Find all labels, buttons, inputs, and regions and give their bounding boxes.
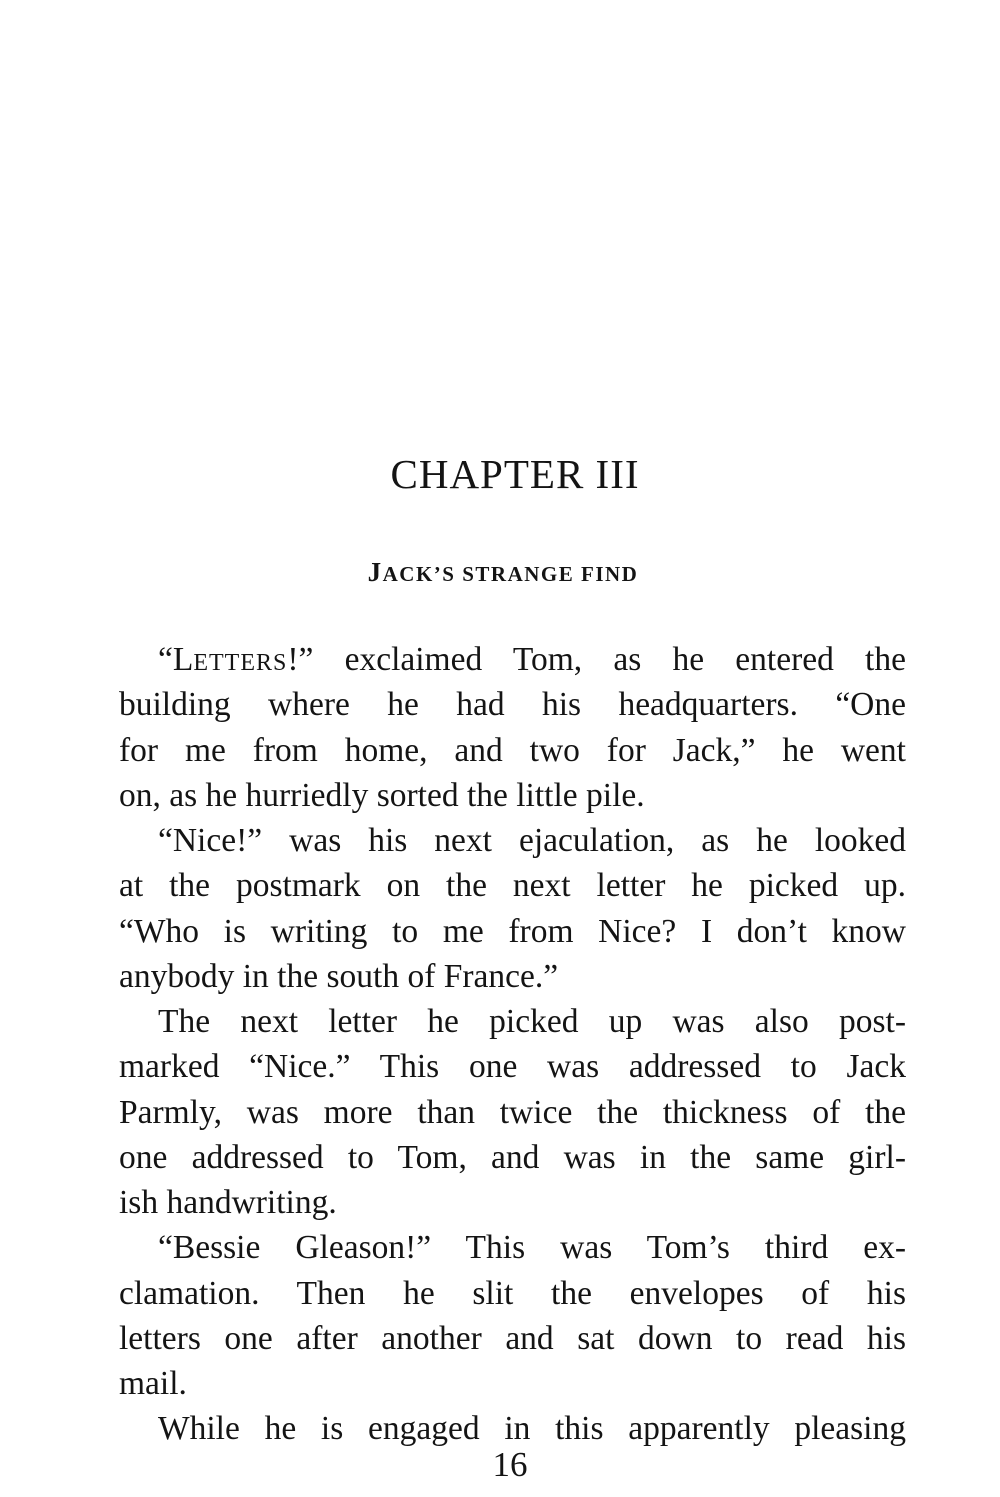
paragraph-line: “Nice!” was his next ejaculation, as he looked	[158, 822, 906, 859]
smallcaps-word: ETTERS	[193, 650, 288, 676]
paragraph-line: letters one after another and sat down to read his	[119, 1319, 906, 1357]
paragraph-line: on, as he hurriedly sorted the little pile.	[119, 776, 645, 814]
paragraph-line: at the postmark on the next letter he picked up.	[119, 867, 906, 905]
paragraph-line: building where he had his headquarters. “One	[119, 686, 906, 724]
paragraph-line: one addressed to Tom, and was in the same girl-	[119, 1138, 906, 1176]
paragraph-line: While he is engaged in this apparently pleasing	[158, 1410, 906, 1448]
paragraph-line: mail.	[119, 1365, 187, 1402]
page-number: 16	[492, 1445, 528, 1484]
chapter-title-rest: ACK’S STRANGE FIND	[382, 562, 639, 586]
paragraph-line: Parmly, was more than twice the thickness of the	[119, 1093, 906, 1131]
paragraph-line: ish handwriting.	[119, 1184, 337, 1221]
line-rest: !” exclaimed Tom, as he entered the	[287, 641, 906, 678]
chapter-title-initial: J	[367, 557, 383, 587]
chapter-title	[0, 557, 1000, 589]
paragraph-line: “Who is writing to me from Nice? I don’t know	[119, 912, 906, 950]
paragraph-line: The next letter he picked up was also post-	[158, 1003, 906, 1040]
paragraph-line: anybody in the south of France.”	[119, 957, 559, 995]
smallcaps-open: “L	[158, 641, 194, 678]
body-text	[119, 637, 906, 1452]
paragraph-line: “Bessie Gleason!” This was Tom’s third ex-	[158, 1229, 906, 1267]
paragraph-line: clamation. Then he slit the envelopes of his	[119, 1274, 906, 1312]
paragraph-line: marked “Nice.” This one was addressed to Jack	[119, 1048, 906, 1086]
paragraph-line: for me from home, and two for Jack,” he went	[119, 731, 906, 769]
paragraph-line	[119, 637, 906, 682]
chapter-number: CHAPTER III	[390, 451, 640, 497]
